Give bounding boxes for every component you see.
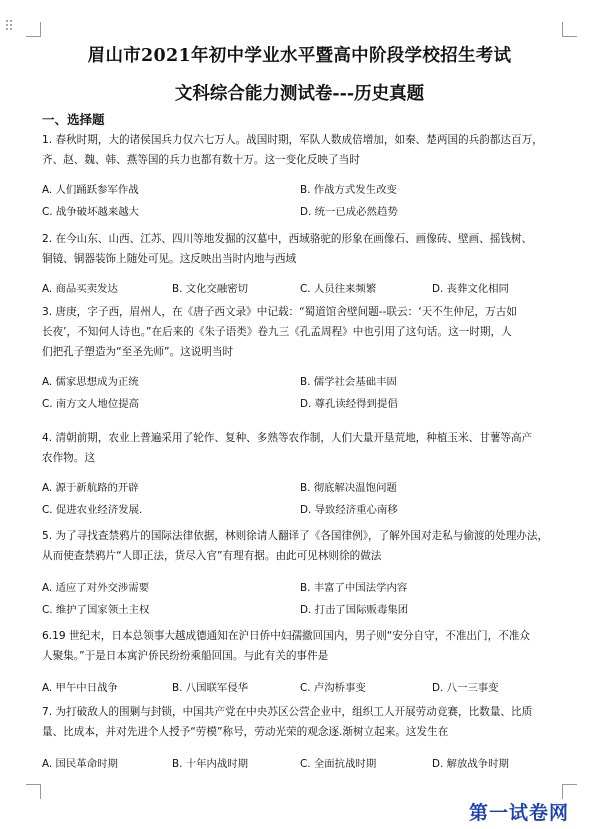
crop-mark-bottom-right [562, 784, 577, 799]
section-heading: 一、选择题 [42, 112, 105, 127]
question-line: 长夜’，不知何人诗也。”在后来的《朱子语类》卷九三《孔孟周程》中也引用了这句话。这一时期，人 [42, 326, 512, 338]
option-row [42, 181, 562, 201]
answer-option: B. 丰富了中国法学内容 [300, 582, 408, 594]
option-row [42, 395, 562, 415]
question-line: 从而使查禁鸦片“人即正法，货尽入官”有理有据。由此可见林则徐的做法 [42, 550, 382, 562]
question-line: 6.19 世纪末，日本总领事大越成德通知在沪日侨中妇孺撤回国内，男子则“安分自守，不准出门，不准众 [42, 630, 530, 642]
question-line: 人聚集。”于是日本寓沪侨民纷纷乘船回国。与此有关的事件是 [42, 650, 329, 662]
option-row [42, 579, 562, 599]
question-line: 4. 清朝前期，农业上普遍采用了轮作、复种、多熟等农作制，人们大量开垦荒地，种植玉米、甘薯等高产 [42, 432, 533, 444]
answer-option: A. 儒家思想成为正统 [42, 376, 139, 388]
answer-option: D. 统一已成必然趋势 [300, 206, 398, 218]
answer-option: C. 维护了国家领土主权 [42, 604, 150, 616]
answer-option: A. 商品买卖发达 [42, 283, 118, 295]
answer-option: C. 卢沟桥事变 [300, 682, 366, 694]
option-row [42, 479, 562, 499]
answer-option: B. 彻底解决温饱问题 [300, 482, 397, 494]
option-row [42, 601, 562, 621]
answer-option: A. 国民革命时期 [42, 758, 118, 770]
answer-option: D. 八一三事变 [432, 682, 499, 694]
option-row [42, 501, 562, 521]
question-stem [42, 302, 562, 362]
question-stem [42, 229, 562, 269]
answer-option: B. 文化交融密切 [172, 283, 249, 295]
drag-handle-icon[interactable] [6, 20, 14, 32]
answer-option: A. 甲午中日战争 [42, 682, 118, 694]
question-line: 农作物。这 [42, 452, 95, 464]
answer-option: B. 作战方式发生改变 [300, 184, 397, 196]
answer-option: B. 十年内战时期 [172, 758, 249, 770]
question-line: 齐、赵、魏、韩、燕等国的兵力也都有数十万。这一变化反映了当时 [42, 154, 360, 166]
question-stem [42, 428, 562, 468]
answer-option: A. 源于新航路的开辟 [42, 482, 139, 494]
answer-option: B. 儒学社会基础丰固 [300, 376, 397, 388]
option-row [42, 679, 562, 699]
question-line: 1. 春秋时期，大的诸侯国兵力仅六七万人。战国时期，军队人数成倍增加，如秦、楚两国的兵韵都达百万， [42, 134, 543, 146]
question-line: 5. 为了寻找查禁鸦片的国际法律依据，林则徐请人翻译了《各国律例》，了解外国对走私与偷渡的处理办法， [42, 530, 549, 542]
question-line: 铜镜、铜器装饰上随处可见。这反映出当时内地与西域 [42, 253, 297, 265]
question-stem [42, 130, 562, 170]
answer-option: D. 导致经济重心南移 [300, 504, 398, 516]
crop-mark-bottom-left [26, 784, 41, 799]
document-subtitle: 文科综合能力测试卷---历史真题 [174, 84, 425, 104]
answer-option: B. 八国联军侵华 [172, 682, 249, 694]
answer-option: C. 全面抗战时期 [300, 758, 377, 770]
question-stem [42, 626, 562, 666]
answer-option: C. 促进农业经济发展. [42, 504, 143, 516]
site-watermark: 第一试卷网 [468, 802, 569, 824]
option-row [42, 203, 562, 223]
answer-option: C. 人员往来频繁 [300, 283, 377, 295]
answer-option: C. 战争破坏越来越大 [42, 206, 139, 218]
answer-option: D. 打击了国际贩毒集团 [300, 604, 409, 616]
question-line: 2. 在今山东、山西、江苏、四川等地发掘的汉墓中，西域骆驼的形象在画像石、画像砖、壁画、摇钱树、 [42, 233, 533, 245]
answer-option: D. 解放战争时期 [432, 758, 509, 770]
option-row [42, 280, 562, 300]
option-row [42, 755, 562, 775]
question-line: 3. 唐庚，字子西，眉州人，在《唐子西文录》中记载：“蜀道馆舍壁间题--联云：‘天不生仲尼，万古如 [42, 306, 517, 318]
option-row [42, 373, 562, 393]
answer-option: A. 适应了对外交涉需要 [42, 582, 150, 594]
question-stem [42, 702, 562, 742]
crop-mark-top-right [562, 22, 577, 37]
answer-option: D. 尊孔读经得到提倡 [300, 398, 398, 410]
crop-mark-top-left [26, 22, 41, 37]
document-title: 眉山市2021年初中学业水平暨高中阶段学校招生考试 [87, 46, 512, 66]
answer-option: D. 丧葬文化相同 [432, 283, 509, 295]
answer-option: C. 南方文人地位提高 [42, 398, 139, 410]
answer-option: A. 人们踊跃参军作战 [42, 184, 139, 196]
question-stem [42, 526, 562, 566]
question-line: 们把孔子塑造为“至圣先师”。这说明当时 [42, 346, 234, 358]
question-line: 量、比成本，并对先进个人授予“劳模”称号，劳动光荣的观念逐.渐树立起来。这发生在 [42, 726, 449, 738]
question-line: 7. 为打破敌人的围剿与封锁，中国共产党在中央苏区公营企业中，组织工人开展劳动竞赛，比数量、比质 [42, 706, 533, 718]
